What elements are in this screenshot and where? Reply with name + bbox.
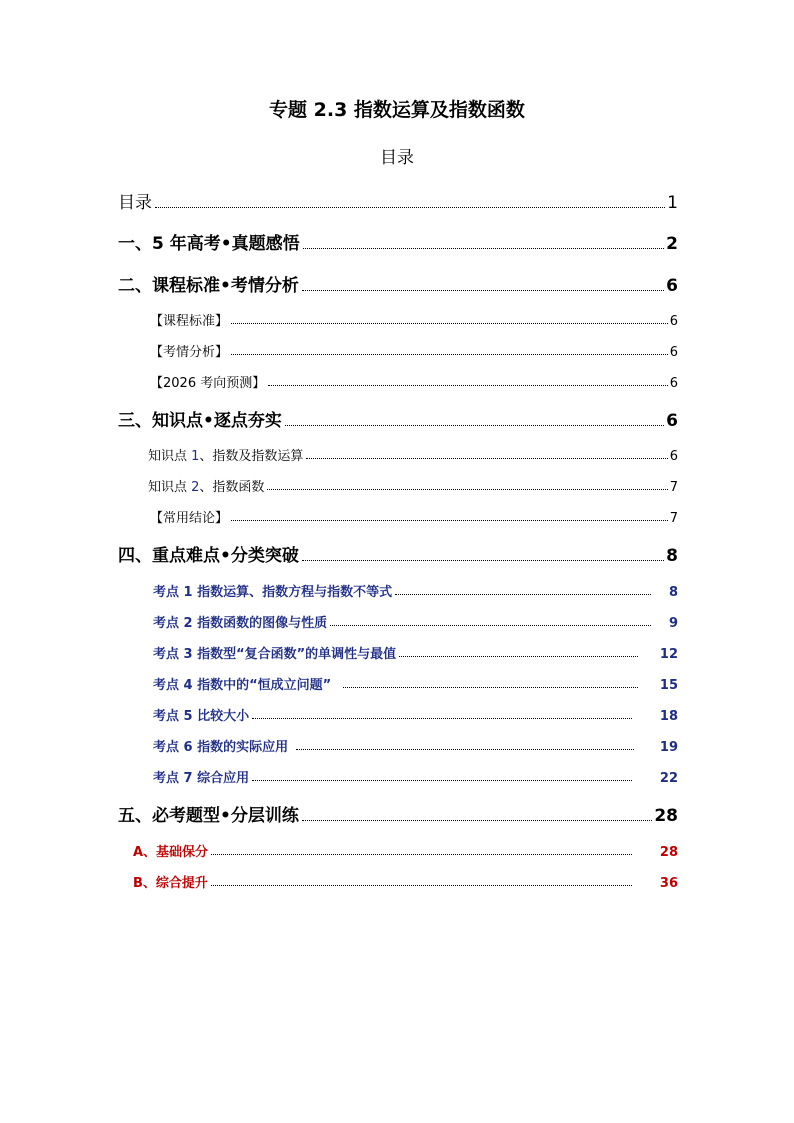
toc-entry-label: 【课程标准】 xyxy=(150,314,229,329)
toc-leader xyxy=(303,248,665,249)
toc-leader xyxy=(231,520,668,521)
toc-entry-label: 一、5 年高考•真题感悟 xyxy=(118,234,300,254)
toc-entry-page: 6 xyxy=(669,449,678,464)
toc-entry-page: 6 xyxy=(669,314,678,329)
toc-entry-page: 36 xyxy=(659,876,678,891)
toc-entry-tier-a[interactable] xyxy=(133,842,678,860)
toc-leader xyxy=(231,354,668,355)
toc-leader xyxy=(302,560,664,561)
toc-entry-label-prefix: 知识点 xyxy=(148,480,192,495)
toc-leader xyxy=(231,323,668,324)
toc-entry-exam-analysis[interactable] xyxy=(150,342,678,360)
toc-entry-page: 28 xyxy=(654,806,678,826)
toc-entry-forecast[interactable] xyxy=(150,373,678,391)
toc-entry-label: 二、课程标准•考情分析 xyxy=(118,276,299,296)
toc-entry-label-prefix: 知识点 xyxy=(148,449,192,464)
toc-entry-tier-b[interactable] xyxy=(133,873,678,891)
toc-entry-page: 6 xyxy=(669,345,678,360)
toc-entry-label xyxy=(148,476,264,495)
toc-entry-knowledge-1[interactable] xyxy=(148,446,678,464)
toc-leader xyxy=(252,780,632,781)
toc-entry-page: 2 xyxy=(666,234,678,254)
toc-entry-page: 8 xyxy=(666,546,678,566)
toc-entry-page: 19 xyxy=(659,740,678,755)
toc-entry-label: B、综合提升 xyxy=(133,876,208,891)
toc-entry-label: 考点 6 指数的实际应用 xyxy=(153,740,289,755)
toc-entry-page: 6 xyxy=(666,411,678,431)
toc-leader xyxy=(252,718,632,719)
toc-entry-label-number: 1 xyxy=(191,449,200,464)
toc-leader xyxy=(211,885,632,886)
toc-entry-page: 15 xyxy=(659,678,678,693)
toc-entry-label-number: 2 xyxy=(191,480,200,495)
toc-entry-curriculum[interactable] xyxy=(150,311,678,329)
toc-entry-label: A、基础保分 xyxy=(133,845,209,860)
toc-leader xyxy=(268,385,668,386)
toc-leader xyxy=(302,290,664,291)
document-title: 专题 2.3 指数运算及指数函数 xyxy=(269,99,525,121)
toc-entry-section-1[interactable] xyxy=(118,230,678,254)
toc-entry-label: 考点 5 比较大小 xyxy=(153,709,250,724)
toc-entry-page: 8 xyxy=(668,585,678,600)
toc-entry-label-suffix: 、指数函数 xyxy=(199,480,265,495)
toc-leader xyxy=(399,656,638,657)
toc-entry-label: 【2026 考向预测】 xyxy=(150,376,266,391)
toc-entry-page: 9 xyxy=(668,616,678,631)
toc-entry-page: 22 xyxy=(659,771,678,786)
toc-entry-section-2[interactable] xyxy=(118,272,678,296)
toc-entry-toc[interactable] xyxy=(118,189,678,213)
toc-entry-label xyxy=(148,445,303,464)
toc-entry-topic-3[interactable] xyxy=(153,644,678,662)
toc-leader xyxy=(306,458,667,459)
toc-heading: 目录 xyxy=(380,148,414,168)
toc-leader xyxy=(343,687,638,688)
toc-leader xyxy=(302,820,652,821)
toc-entry-page: 12 xyxy=(659,647,678,662)
toc-entry-topic-2[interactable] xyxy=(153,613,678,631)
toc-entry-label: 【考情分析】 xyxy=(150,345,229,360)
toc-entry-label: 【常用结论】 xyxy=(150,511,229,526)
toc-entry-knowledge-2[interactable] xyxy=(148,477,678,495)
toc-leader xyxy=(267,489,667,490)
toc-entry-topic-5[interactable] xyxy=(153,706,678,724)
toc-entry-label-suffix: 、指数及指数运算 xyxy=(199,449,304,464)
toc-leader xyxy=(330,625,651,626)
toc-entry-section-4[interactable] xyxy=(118,542,678,566)
toc-entry-topic-4[interactable] xyxy=(153,675,678,693)
toc-entry-page: 6 xyxy=(666,276,678,296)
toc-leader xyxy=(285,425,664,426)
toc-entry-page: 7 xyxy=(669,480,678,495)
toc-entry-page: 18 xyxy=(659,709,678,724)
toc-entry-label: 考点 4 指数中的“恒成立问题” xyxy=(153,678,332,693)
toc-entry-label: 五、必考题型•分层训练 xyxy=(118,806,299,826)
toc-leader xyxy=(155,207,665,208)
toc-entry-label: 四、重点难点•分类突破 xyxy=(118,546,299,566)
toc-leader xyxy=(296,749,634,750)
toc-entry-label: 目录 xyxy=(118,193,152,213)
toc-entry-page: 28 xyxy=(659,845,678,860)
toc-entry-page: 7 xyxy=(669,511,678,526)
toc-entry-page: 6 xyxy=(669,376,678,391)
toc-leader xyxy=(395,594,651,595)
toc-entry-label: 考点 7 综合应用 xyxy=(153,771,250,786)
toc-entry-label: 考点 2 指数函数的图像与性质 xyxy=(153,616,328,631)
toc-entry-conclusions[interactable] xyxy=(150,508,678,526)
toc-entry-label: 考点 3 指数型“复合函数”的单调性与最值 xyxy=(153,647,397,662)
toc-entry-label: 三、知识点•逐点夯实 xyxy=(118,411,282,431)
toc-entry-topic-7[interactable] xyxy=(153,768,678,786)
toc-entry-label: 考点 1 指数运算、指数方程与指数不等式 xyxy=(153,585,393,600)
toc-entry-section-3[interactable] xyxy=(118,407,678,431)
toc-entry-topic-6[interactable] xyxy=(153,737,678,755)
toc-entry-page: 1 xyxy=(667,193,678,213)
toc-entry-section-5[interactable] xyxy=(118,802,678,826)
toc-leader xyxy=(211,854,632,855)
toc-entry-topic-1[interactable] xyxy=(153,582,678,600)
